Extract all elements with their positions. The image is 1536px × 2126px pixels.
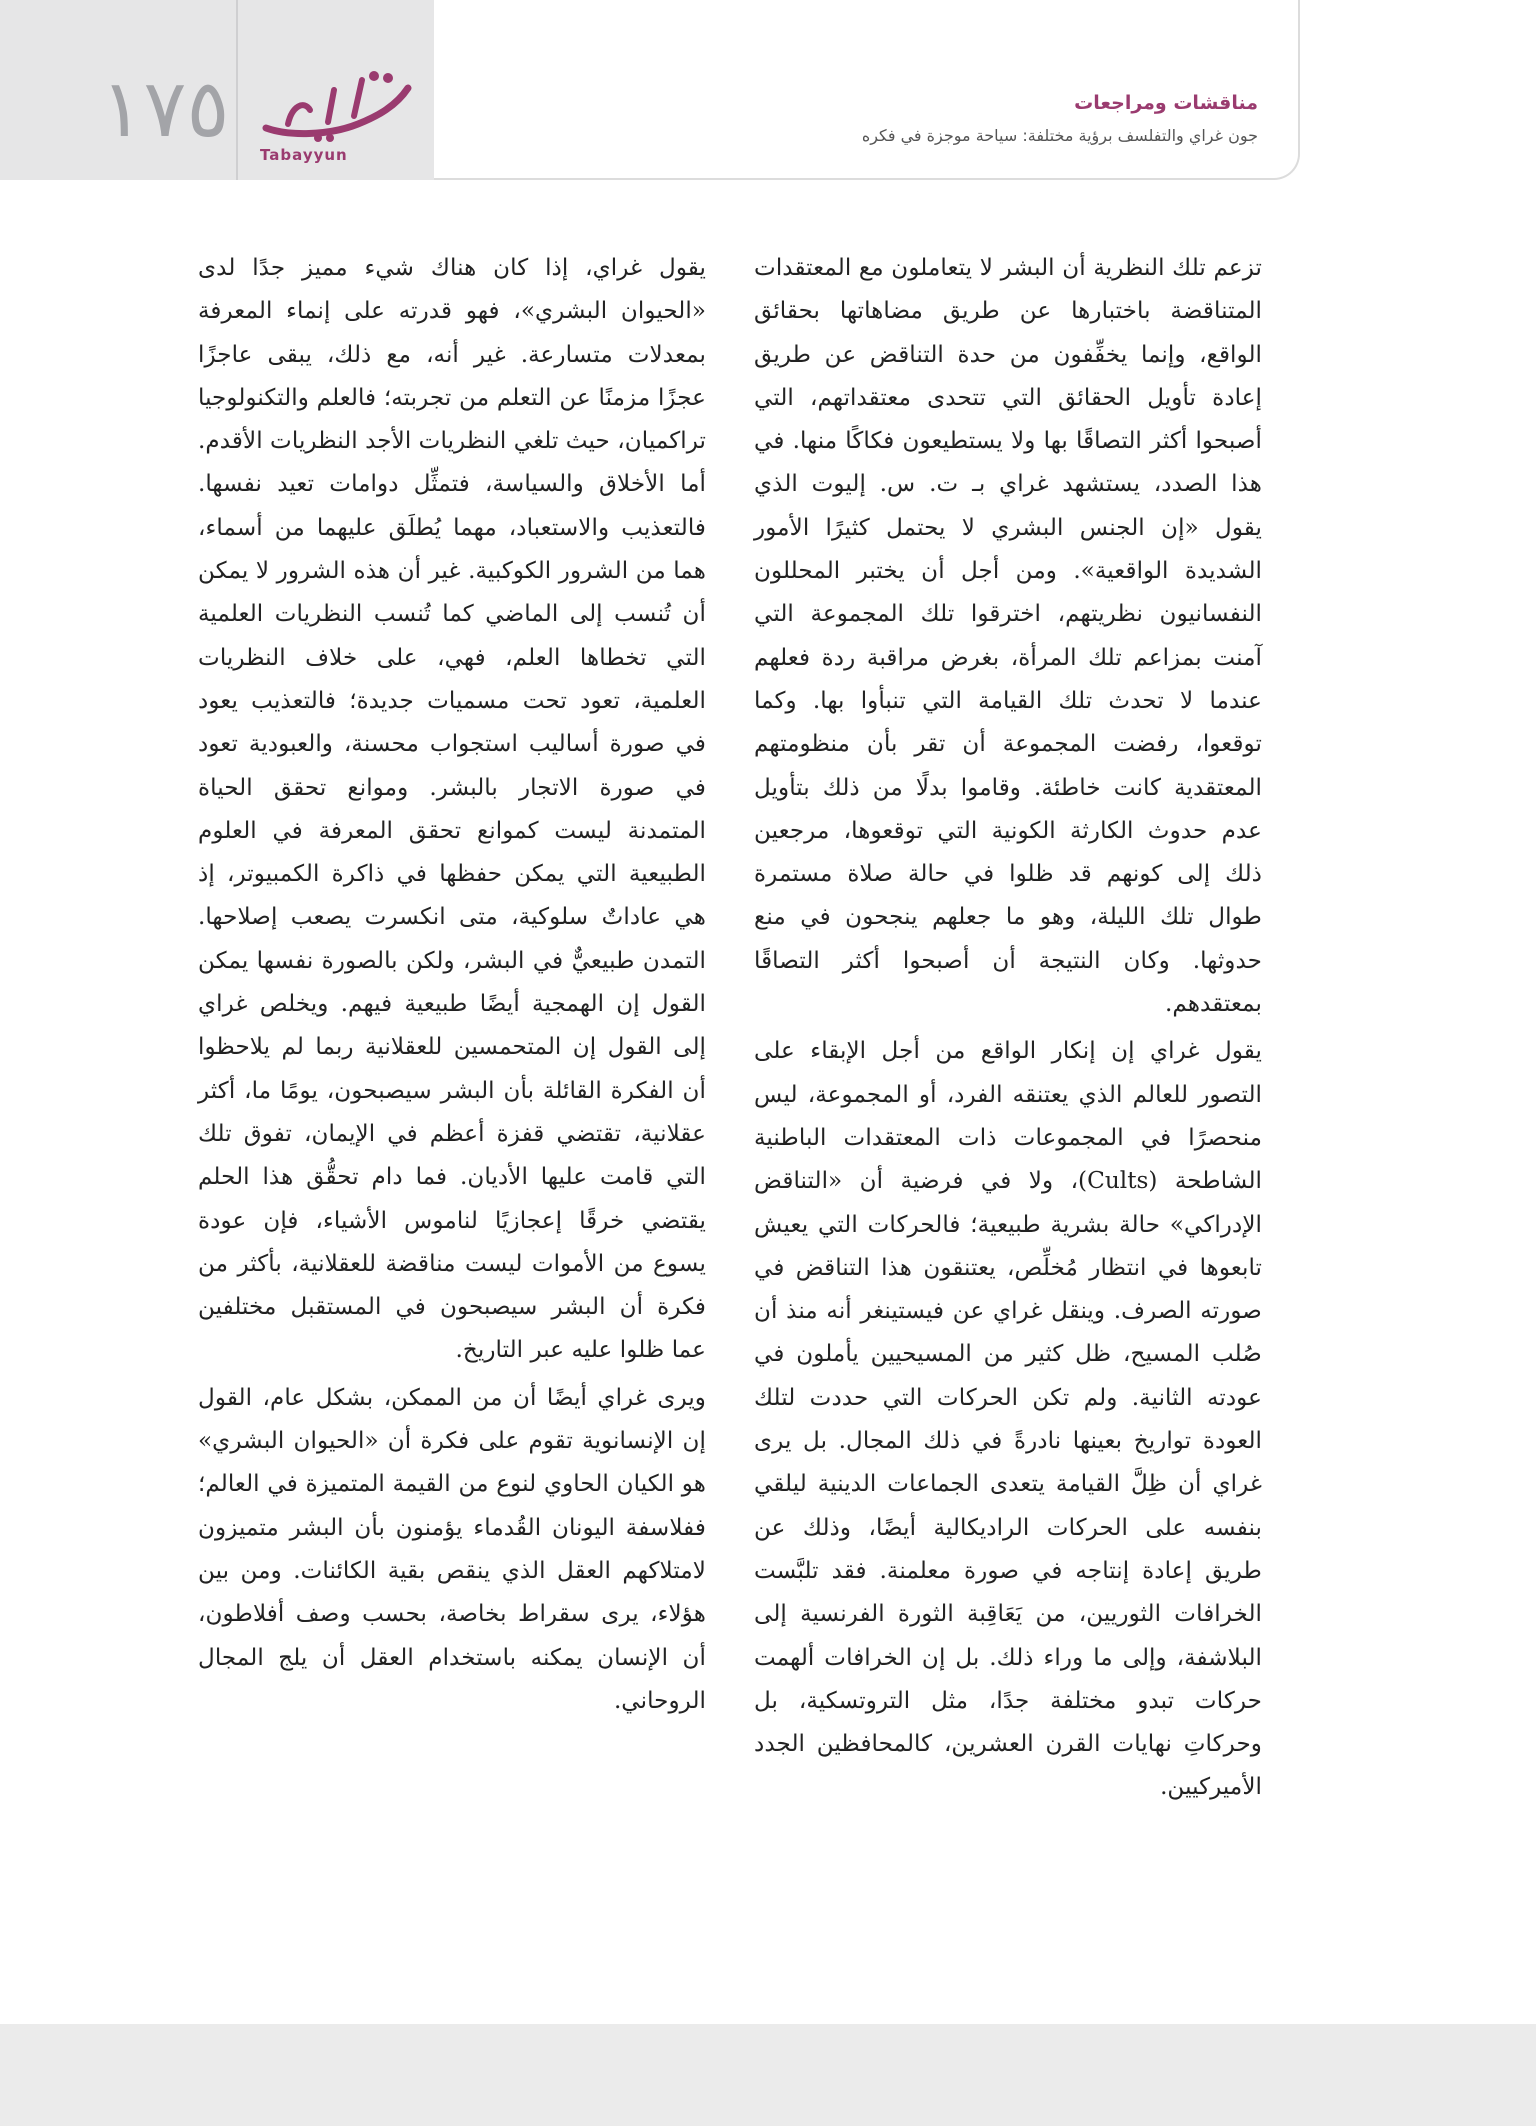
article-subtitle: جون غراي والتفلسف برؤية مختلفة: سياحة موجزة في فكره <box>861 126 1258 145</box>
paragraph: يقول غراي إن إنكار الواقع من أجل الإبقاء على التصور للعالم الذي يعتنقه الفرد، أو المجموعة، ليس منحصرًا في المجموعات ذات المعتقدات الباطنية الشاطحة (Cults)، ولا في فرضية أن «التناقض الإدراكي» حالة بشرية طبيعية؛ فالحركات التي يعيش تابعوها في انتظار مُخلِّص، يعتنقون هذا التناقض في صورته الصرف. وينقل غراي عن فيستينغر أنه منذ أن صُلب المسيح، ظل كثير من المسيحيين يأملون في عودته الثانية. ولم تكن الحركات التي حددت لتلك العودة تواريخ بعينها نادرةً في ذلك المجال. بل يرى غراي أن ظِلَّ القيامة يتعدى الجماعات الدينية ليلقي بنفسه على الحركات الراديكالية أيضًا، وذلك عن طريق إعادة إنتاجه في صورة معلمنة. فقد تلبَّست الخرافات الثوريين، من يَعَاقِبة الثورة الفرنسية إلى البلاشفة، وإلى ما وراء ذلك. بل إن الخرافات ألهمت حركات تبدو مختلفة جدًا، مثل التروتسكية، بل وحركاتِ نهايات القرن العشرين، كالمحافظين الجدد الأميركيين. <box>754 1037 1262 1801</box>
text-column-right <box>754 246 1262 1813</box>
header-divider <box>236 0 238 180</box>
paragraph: يقول غراي، إذا كان هناك شيء مميز جدًا لدى «الحيوان البشري»، فهو قدرته على إنماء المعرفة بمعدلات متسارعة. غير أنه، مع ذلك، يبقى عاجزًا عجزًا مزمنًا عن التعلم من تجربته؛ فالعلم والتكنولوجيا تراكميان، حيث تلغي النظريات الأجد النظريات الأقدم. أما الأخلاق والسياسة، فتمثِّل دوامات تعيد نفسها. فالتعذيب والاستعباد، مهما يُطلَق عليهما من أسماء، هما من الشرور الكوكبية. غير أن هذه الشرور لا يمكن أن تُنسب إلى الماضي كما تُنسب النظريات العلمية التي تخطاها العلم، فهي، على خلاف النظريات العلمية، تعود تحت مسميات جديدة؛ فالتعذيب يعود في صورة أساليب استجواب محسنة، والعبودية تعود في صورة الاتجار بالبشر. وموانع تحقق الحياة المتمدنة ليست كموانع تحقق المعرفة في العلوم الطبيعية التي يمكن حفظها في ذاكرة الكمبيوتر، إذ هي عاداتٌ سلوكية، متى انكسرت يصعب إصلاحها. التمدن طبيعيٌّ في البشر، ولكن بالصورة نفسها يمكن القول إن الهمجية أيضًا طبيعية فيهم. ويخلص غراي إلى القول إن المتحمسين للعقلانية ربما لم يلاحظوا أن الفكرة القائلة بأن البشر سيصبحون، يومًا ما، أكثر عقلانية، تقتضي قفزة أعظم في الإيمان، تفوق تلك التي قامت عليها الأديان. فما دام تحقُّق هذا الحلم يقتضي خرقًا إعجازيًا لناموس الأشياء، فإن عودة يسوع من الأموات ليست مناقضة للعقلانية، بأكثر من فكرة أن البشر سيصبحون في المستقبل مختلفين عما ظلوا عليه عبر التاريخ. <box>198 254 706 1364</box>
header-info-panel <box>434 0 1300 180</box>
paragraph: ويرى غراي أيضًا أن من الممكن، بشكل عام، القول إن الإنسانوية تقوم على فكرة أن «الحيوان البشري» هو الكيان الحاوي لنوع من القيمة المتميزة في العالم؛ ففلاسفة اليونان القُدماء يؤمنون بأن البشر متميزون لامتلاكهم العقل الذي ينقص بقية الكائنات. ومن بين هؤلاء، يرى سقراط بخاصة، بحسب وصف أفلاطون، أن الإنسان يمكنه باستخدام العقل أن يلج المجال الروحاني. <box>198 1383 706 1714</box>
section-title: مناقشات ومراجعات <box>1074 92 1258 114</box>
footer-band <box>0 2024 1536 2126</box>
tabayyun-logo-mark <box>258 66 418 142</box>
logo-wordmark: Tabayyun <box>260 146 348 164</box>
tabayyun-logo <box>258 66 418 166</box>
paragraph: تزعم تلك النظرية أن البشر لا يتعاملون مع المعتقدات المتناقضة باختبارها عن طريق مضاهاتها بحقائق الواقع، وإنما يخفِّفون من حدة التناقض عن طريق إعادة تأويل الحقائق التي تتحدى معتقداتهم، التي أصبحوا أكثر التصاقًا بها ولا يستطيعون فكاكًا منها. في هذا الصدد، يستشهد غراي بـ ت. س. إليوت الذي يقول «إن الجنس البشري لا يحتمل كثيرًا الأمور الشديدة الواقعية». ومن أجل أن يختبر المحللون النفسانيون نظريتهم، اخترقوا تلك المجموعة التي آمنت بمزاعم تلك المرأة، بغرض مراقبة ردة فعلهم عندما لا تحدث تلك القيامة التي تنبأوا بها. وكما توقعوا، رفضت المجموعة أن تقر بأن منظومتهم المعتقدية كانت خاطئة. وقاموا بدلًا من ذلك بتأويل عدم حدوث الكارثة الكونية التي توقعوها، مرجعين ذلك إلى كونهم قد ظلوا في حالة صلاة مستمرة طوال تلك الليلة، وهو ما جعلهم ينجحون في منع حدوثها. وكان النتيجة أن أصبحوا أكثر التصاقًا بمعتقدهم. <box>754 254 1262 1018</box>
header-brand-panel <box>0 0 434 180</box>
page-header <box>0 0 1300 180</box>
text-column-left <box>198 246 706 1726</box>
page-number: ١٧٥ <box>100 62 230 155</box>
